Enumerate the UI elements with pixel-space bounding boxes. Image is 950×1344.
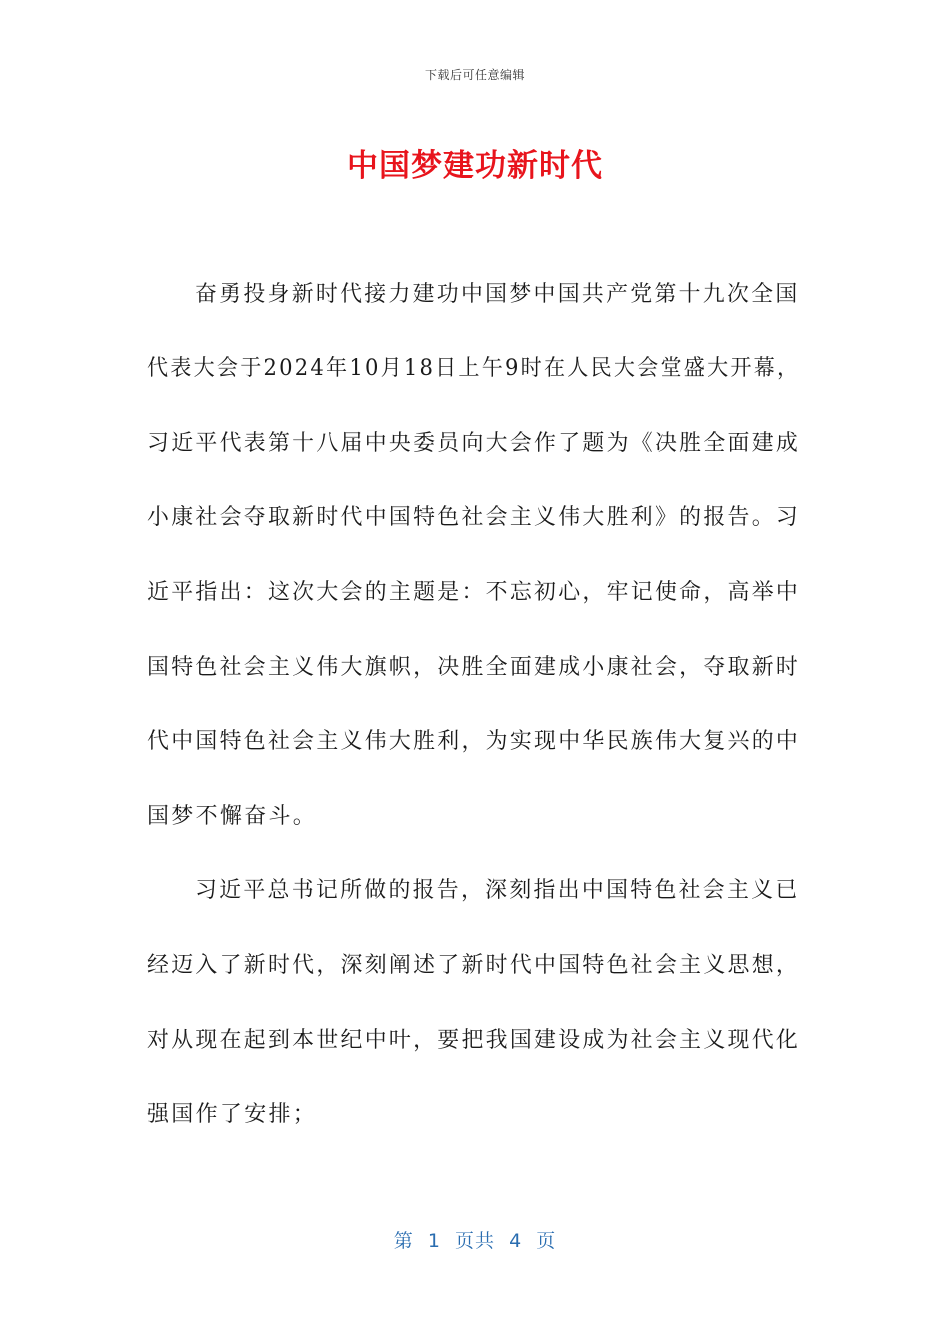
paragraph-line: 强国作了安排；: [147, 1102, 318, 1127]
paragraph-line: 国梦不懈奋斗。: [147, 804, 318, 829]
paragraph-line: 习近平代表第十八届中央委员向大会作了题为《决胜全面建成: [147, 431, 801, 456]
paragraph-line: 代表大会于2024年10月18日上午9时在人民大会堂盛大开幕，: [147, 356, 801, 381]
document-title: 中国梦建功新时代: [347, 148, 603, 184]
header-note: 下载后可任意编辑: [424, 68, 525, 82]
paragraph-line: 对从现在起到本世纪中叶，要把我国建设成为社会主义现代化: [147, 1028, 801, 1053]
paragraph-line: 习近平总书记所做的报告，深刻指出中国特色社会主义已: [195, 878, 800, 903]
paragraph-line: 奋勇投身新时代接力建功中国梦中国共产党第十九次全国: [195, 282, 800, 307]
paragraph-line: 代中国特色社会主义伟大胜利，为实现中华民族伟大复兴的中: [147, 729, 801, 754]
page-indicator: 第 1 页共 4 页: [393, 1230, 557, 1252]
paragraph-line: 小康社会夺取新时代中国特色社会主义伟大胜利》的报告。习: [147, 505, 801, 530]
paragraph-line: 近平指出：这次大会的主题是：不忘初心，牢记使命，高举中: [147, 580, 801, 605]
paragraph-line: 经迈入了新时代，深刻阐述了新时代中国特色社会主义思想，: [147, 953, 801, 978]
paragraph-line: 国特色社会主义伟大旗帜，决胜全面建成小康社会，夺取新时: [147, 655, 801, 680]
